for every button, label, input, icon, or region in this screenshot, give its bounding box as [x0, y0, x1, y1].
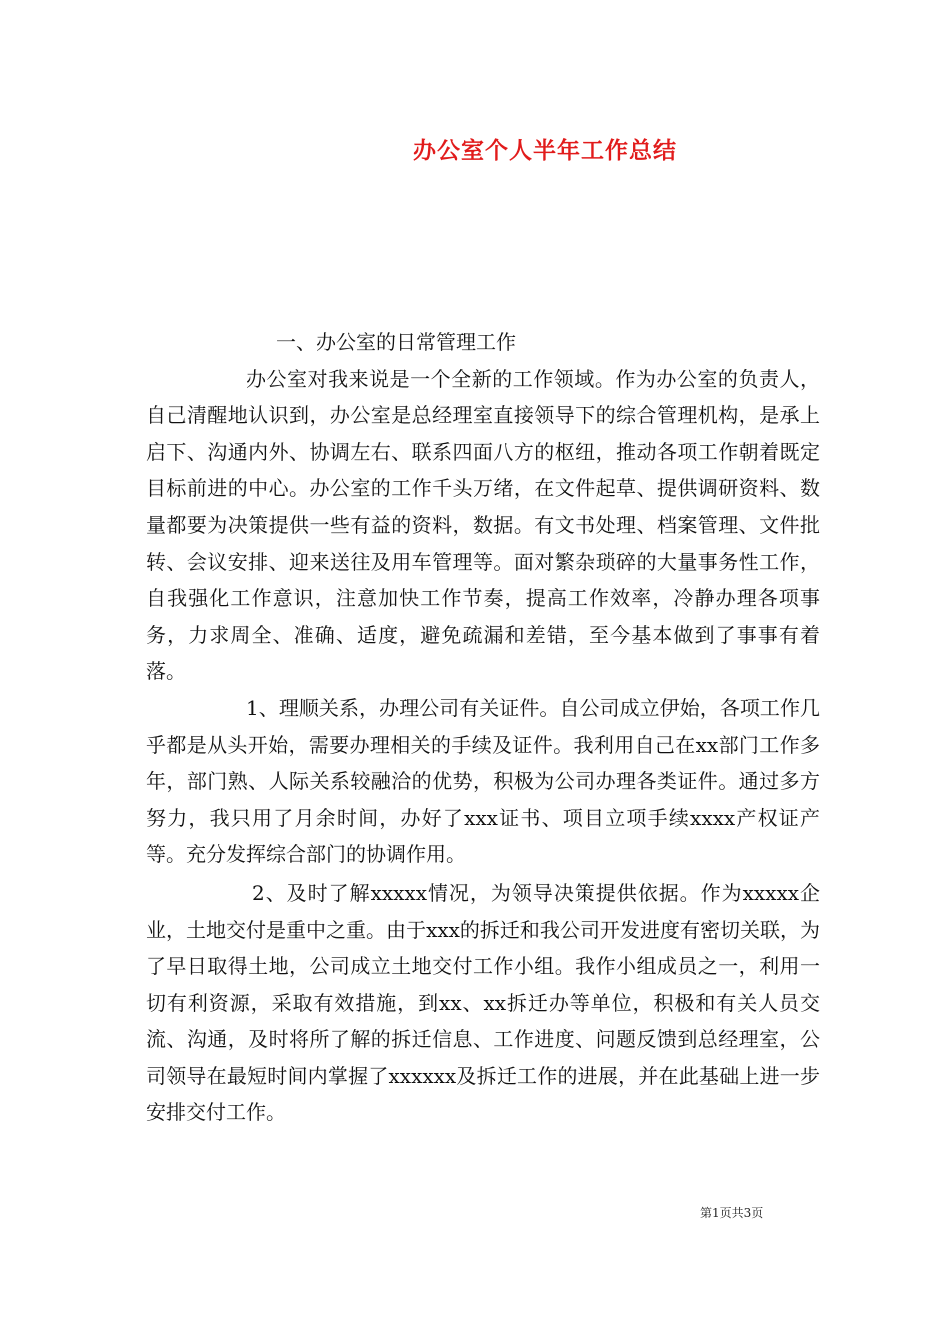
paragraph-overview: 办公室对我来说是一个全新的工作领域。作为办公室的负责人，自己清醒地认识到，办公室是总经理室直接领导下的综合管理机构，是承上启下、沟通内外、协调左右、联系四面八方的枢纽，推动各项工作朝着既定目标前进的中心。办公室的工作千头万绪，在文件起草、提供调研资料、数量都要为决策提供一些有益的资料，数据。有文书处理、档案管理、文件批转、会议安排、迎来送往及用车管理等。面对繁杂琐碎的大量事务性工作，自我强化工作意识，注意加快工作节奏，提高工作效率，冷静办理各项事务，力求周全、准确、适度，避免疏漏和差错，至今基本做到了事事有着落。	[146, 366, 820, 684]
page-number-footer: 第1页共3页	[700, 1206, 764, 1220]
paragraph-item-1: 1、理顺关系，办理公司有关证件。自公司成立伊始，各项工作几乎都是从头开始，需要办理相关的手续及证件。我利用自己在xx部门工作多年，部门熟、人际关系较融洽的优势，积极为公司办理各类证件。通过多方努力，我只用了月余时间，办好了xxx证书、项目立项手续xxxx产权证产等。充分发挥综合部门的协调作用。	[146, 695, 820, 867]
document-title: 办公室个人半年工作总结	[413, 137, 677, 164]
section-heading: 一、办公室的日常管理工作	[276, 330, 516, 354]
paragraph-item-2: 2、及时了解xxxxx情况，为领导决策提供依据。作为xxxxx企业，土地交付是重中之重。由于xxx的拆迁和我公司开发进度有密切关联，为了早日取得土地，公司成立土地交付工作小组。我作小组成员之一，利用一切有利资源，采取有效措施，到xx、xx拆迁办等单位，积极和有关人员交流、沟通，及时将所了解的拆迁信息、工作进度、问题反馈到总经理室，公司领导在最短时间内掌握了xxxxxx及拆迁工作的进展，并在此基础上进一步安排交付工作。	[146, 880, 820, 1125]
document-body	[146, 324, 820, 1131]
